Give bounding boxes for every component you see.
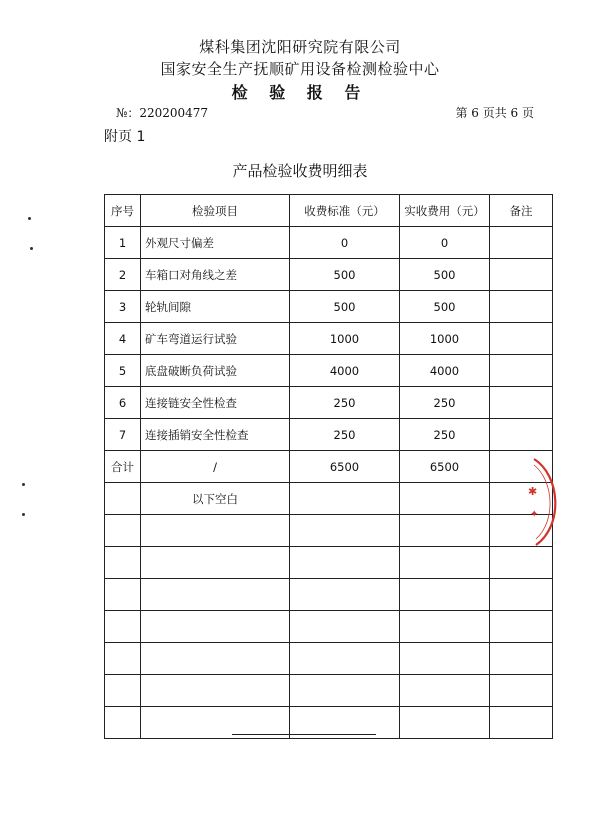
row-actual-fee: 250 [400,419,490,451]
row-index: 3 [105,291,141,323]
row-actual-fee: 1000 [400,323,490,355]
blank-note: 以下空白 [141,483,290,515]
fee-table [104,194,553,739]
row-remarks [490,259,553,291]
row-item: 连接链安全性检查 [141,387,290,419]
row-standard-fee: 0 [290,227,400,259]
table-row [105,291,553,323]
punch-mark [22,513,25,516]
table-row [105,227,553,259]
row-actual-fee: 250 [400,387,490,419]
empty-cell [290,515,400,547]
table-row [105,387,553,419]
blank-note-row [105,483,553,515]
empty-cell [400,547,490,579]
header-item: 检验项目 [141,195,290,227]
row-standard-fee: 250 [290,419,400,451]
row-actual-fee: 4000 [400,355,490,387]
empty-cell [290,611,400,643]
row-item: 矿车弯道运行试验 [141,323,290,355]
punch-mark [22,483,25,486]
table-row [105,323,553,355]
empty-cell [400,675,490,707]
empty-cell [105,579,141,611]
header-index: 序号 [105,195,141,227]
row-actual-fee: 500 [400,259,490,291]
row-remarks [490,387,553,419]
row-actual-fee: 500 [400,291,490,323]
empty-cell [490,547,553,579]
row-remarks [490,323,553,355]
row-standard-fee: 500 [290,259,400,291]
empty-cell [400,611,490,643]
row-index: 1 [105,227,141,259]
seal-mark: ✱ [528,485,538,498]
report-number: №：220200477 [116,106,209,120]
total-label: 合计 [105,451,141,483]
empty-cell [105,547,141,579]
empty-cell [141,515,290,547]
row-standard-fee: 4000 [290,355,400,387]
table-row [105,355,553,387]
empty-row [105,675,553,707]
row-item: 轮轨间隙 [141,291,290,323]
header-actual-fee: 实收费用（元） [400,195,490,227]
punch-mark [28,217,31,220]
seal-stamp [520,455,560,547]
empty-cell [490,579,553,611]
table-header-row [105,195,553,227]
row-remarks [490,227,553,259]
empty-cell [105,515,141,547]
punch-mark [30,247,33,250]
empty-cell [105,611,141,643]
empty-cell [290,547,400,579]
seal-arc-inner [534,465,550,539]
empty-cell [141,547,290,579]
row-remarks [490,291,553,323]
empty-cell [400,643,490,675]
total-actual-fee: 6500 [400,451,490,483]
empty-cell [105,643,141,675]
empty-row [105,643,553,675]
table-title: 产品检验收费明细表 [232,162,368,180]
row-item: 外观尺寸偏差 [141,227,290,259]
empty-cell [400,483,490,515]
empty-row [105,515,553,547]
empty-cell [141,643,290,675]
organization-name: 煤科集团沈阳研究院有限公司 [199,38,401,56]
center-name: 国家安全生产抚顺矿用设备检测检验中心 [160,60,440,78]
empty-cell [141,579,290,611]
empty-row [105,611,553,643]
total-row [105,451,553,483]
seal-arc [534,459,555,545]
empty-cell [290,483,400,515]
empty-cell [141,611,290,643]
footer-divider [232,734,376,735]
seal-mark: ✦ [530,509,539,520]
total-standard-fee: 6500 [290,451,400,483]
row-item: 底盘破断负荷试验 [141,355,290,387]
row-index: 6 [105,387,141,419]
row-remarks [490,355,553,387]
empty-row [105,547,553,579]
row-index: 5 [105,355,141,387]
appendix-label: 附页 1 [104,129,146,145]
empty-cell [400,707,490,739]
empty-cell [490,707,553,739]
table-row [105,419,553,451]
page-info: 第 6 页共 6 页 [455,106,534,120]
row-standard-fee: 250 [290,387,400,419]
empty-cell [105,483,141,515]
header-remarks: 备注 [490,195,553,227]
empty-cell [290,579,400,611]
empty-cell [105,707,141,739]
row-actual-fee: 0 [400,227,490,259]
row-index: 2 [105,259,141,291]
empty-cell [105,675,141,707]
report-title: 检 验 报 告 [231,83,369,102]
empty-cell [290,643,400,675]
empty-cell [490,675,553,707]
empty-cell [400,579,490,611]
empty-row [105,579,553,611]
row-item: 连接插销安全性检查 [141,419,290,451]
empty-cell [490,643,553,675]
empty-cell [290,675,400,707]
header-standard-fee: 收费标准（元） [290,195,400,227]
row-index: 7 [105,419,141,451]
empty-cell [400,515,490,547]
row-standard-fee: 1000 [290,323,400,355]
row-index: 4 [105,323,141,355]
total-item: / [141,451,290,483]
empty-cell [141,675,290,707]
row-standard-fee: 500 [290,291,400,323]
row-remarks [490,419,553,451]
row-item: 车箱口对角线之差 [141,259,290,291]
empty-cell [490,611,553,643]
table-row [105,259,553,291]
